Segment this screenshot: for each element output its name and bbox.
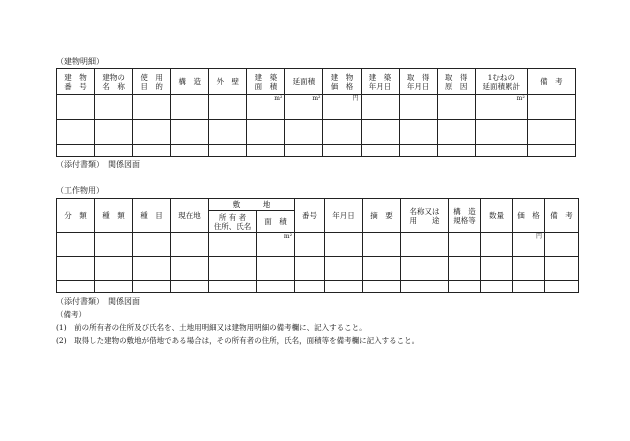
header-item: 種 目	[133, 199, 171, 233]
cell-input[interactable]	[449, 281, 481, 293]
cell-input[interactable]	[545, 233, 579, 257]
cell-input[interactable]	[545, 281, 579, 293]
structure-row	[57, 233, 579, 257]
structure-section-title: （工作物用）	[56, 186, 104, 195]
cell-input[interactable]	[481, 281, 513, 293]
building-row	[57, 95, 576, 120]
cell-input[interactable]	[133, 145, 171, 157]
cell-input[interactable]	[361, 95, 399, 120]
cell-input[interactable]	[323, 120, 361, 145]
cell-input[interactable]	[209, 257, 257, 281]
header-date: 年月日	[325, 199, 363, 233]
cell-input[interactable]	[209, 95, 247, 120]
cell-input[interactable]	[481, 257, 513, 281]
note-item: (2) 取得した建物の敷地が借地である場合は，その所有者の住所，氏名，面積等を備考欄に記入すること。	[56, 336, 420, 345]
cell-input[interactable]	[323, 145, 361, 157]
cell-input[interactable]	[449, 233, 481, 257]
cell-input[interactable]	[95, 233, 133, 257]
cell-input[interactable]	[57, 145, 95, 157]
unit-square-meter: m²	[283, 233, 292, 240]
cell-input[interactable]	[527, 95, 575, 120]
cell-input[interactable]	[171, 145, 209, 157]
structure-attachments: （添付書類） 関係図面	[56, 297, 140, 306]
notes-block	[56, 310, 419, 349]
cell-input[interactable]	[57, 233, 95, 257]
structure-row	[57, 281, 579, 293]
header-building-number: 建 物 番 号	[57, 69, 95, 95]
header-total-floor-area: 延面積	[285, 69, 323, 95]
cell-input[interactable]	[209, 233, 257, 257]
note-item: (1) 前の所有者の住所及び氏名を、土地用明細又は建物用明細の備考欄に、記入すること。	[56, 323, 367, 332]
cell-input[interactable]	[171, 281, 209, 293]
cell-input[interactable]	[171, 120, 209, 145]
building-attachments: （添付書類） 関係図面	[56, 160, 140, 169]
header-price: 価 格	[513, 199, 545, 233]
cell-input[interactable]	[95, 281, 133, 293]
header-kind: 種 類	[95, 199, 133, 233]
header-number: 番号	[295, 199, 325, 233]
cell-input[interactable]	[363, 281, 401, 293]
cell-input[interactable]	[363, 233, 401, 257]
cell-input[interactable]	[209, 120, 247, 145]
cell-input[interactable]	[95, 257, 133, 281]
cell-input[interactable]	[247, 145, 285, 157]
cell-input[interactable]	[57, 257, 95, 281]
cell-input[interactable]	[361, 120, 399, 145]
cell-input[interactable]	[325, 233, 363, 257]
header-acquisition-cause: 取 得 原 因	[437, 69, 475, 95]
header-construction-date: 建 築 年月日	[361, 69, 399, 95]
cell-input[interactable]	[401, 257, 449, 281]
cell-input[interactable]	[527, 145, 575, 157]
cell-input[interactable]	[171, 233, 209, 257]
cell-input[interactable]	[95, 95, 133, 120]
cell-input[interactable]	[247, 120, 285, 145]
cell-input[interactable]	[133, 120, 171, 145]
cell-input[interactable]	[209, 145, 247, 157]
cell-input[interactable]	[513, 281, 545, 293]
cell-input[interactable]	[95, 145, 133, 157]
cell-input[interactable]	[513, 257, 545, 281]
cell-input[interactable]	[171, 95, 209, 120]
cell-input[interactable]	[133, 233, 171, 257]
unit-yen: 円	[352, 95, 359, 102]
cell-price[interactable]	[513, 233, 545, 257]
cell-input[interactable]	[361, 145, 399, 157]
building-row	[57, 145, 576, 157]
header-remarks: 備 考	[545, 199, 579, 233]
header-summary: 摘 要	[363, 199, 401, 233]
cell-input[interactable]	[285, 145, 323, 157]
cell-building-area[interactable]	[247, 95, 285, 120]
unit-square-meter: m²	[312, 95, 321, 102]
cell-input[interactable]	[171, 257, 209, 281]
unit-yen: 円	[535, 233, 542, 240]
header-location: 現在地	[171, 199, 209, 233]
cell-cumulative-floor-area[interactable]	[475, 95, 527, 120]
cell-input[interactable]	[475, 120, 527, 145]
cell-input[interactable]	[257, 257, 295, 281]
unit-square-meter: m²	[516, 95, 525, 102]
header-name-use: 名称又は 用 途	[401, 199, 449, 233]
unit-square-meter: m²	[274, 95, 283, 102]
header-owner: 所 有 者 住所、氏名	[209, 211, 257, 233]
cell-site-area[interactable]	[257, 233, 295, 257]
cell-input[interactable]	[57, 120, 95, 145]
cell-building-price[interactable]	[323, 95, 361, 120]
header-acquisition-date: 取 得 年月日	[399, 69, 437, 95]
cell-input[interactable]	[95, 120, 133, 145]
header-building-name: 建物の 名 称	[95, 69, 133, 95]
header-category: 分 類	[57, 199, 95, 233]
structure-table	[56, 198, 579, 293]
cell-input[interactable]	[363, 257, 401, 281]
cell-input[interactable]	[257, 281, 295, 293]
cell-input[interactable]	[527, 120, 575, 145]
structure-header-row-1	[57, 199, 579, 211]
cell-input[interactable]	[295, 257, 325, 281]
cell-input[interactable]	[437, 120, 475, 145]
cell-input[interactable]	[57, 95, 95, 120]
cell-input[interactable]	[325, 257, 363, 281]
header-building-price: 建 物 価 格	[323, 69, 361, 95]
cell-input[interactable]	[133, 281, 171, 293]
header-use-purpose: 使 用 目 的	[133, 69, 171, 95]
building-header-row	[57, 69, 576, 95]
header-structure: 構 造	[171, 69, 209, 95]
header-site-area: 面 積	[257, 211, 295, 233]
cell-input[interactable]	[545, 257, 579, 281]
cell-input[interactable]	[285, 120, 323, 145]
building-section-title: （建物明細）	[56, 57, 104, 66]
cell-input[interactable]	[475, 145, 527, 157]
cell-input[interactable]	[481, 233, 513, 257]
cell-input[interactable]	[295, 233, 325, 257]
building-row	[57, 120, 576, 145]
cell-input[interactable]	[295, 281, 325, 293]
header-building-area: 建 築 面 積	[247, 69, 285, 95]
header-cumulative-floor-area: 1むねの 延面積累計	[475, 69, 527, 95]
header-exterior-wall: 外 壁	[209, 69, 247, 95]
cell-input[interactable]	[449, 257, 481, 281]
cell-input[interactable]	[133, 95, 171, 120]
cell-input[interactable]	[325, 281, 363, 293]
cell-input[interactable]	[437, 145, 475, 157]
header-site: 敷 地	[209, 199, 295, 211]
header-quantity: 数量	[481, 199, 513, 233]
cell-input[interactable]	[401, 233, 449, 257]
notes-title: （備考）	[56, 310, 86, 319]
cell-input[interactable]	[133, 257, 171, 281]
cell-input[interactable]	[399, 145, 437, 157]
cell-input[interactable]	[401, 281, 449, 293]
cell-input[interactable]	[209, 281, 257, 293]
structure-row	[57, 257, 579, 281]
building-table	[56, 68, 576, 157]
cell-input[interactable]	[437, 95, 475, 120]
header-structure-spec: 構 造 規格等	[449, 199, 481, 233]
cell-input[interactable]	[399, 120, 437, 145]
cell-input[interactable]	[57, 281, 95, 293]
cell-input[interactable]	[399, 95, 437, 120]
header-remarks: 備 考	[527, 69, 575, 95]
cell-total-floor-area[interactable]	[285, 95, 323, 120]
